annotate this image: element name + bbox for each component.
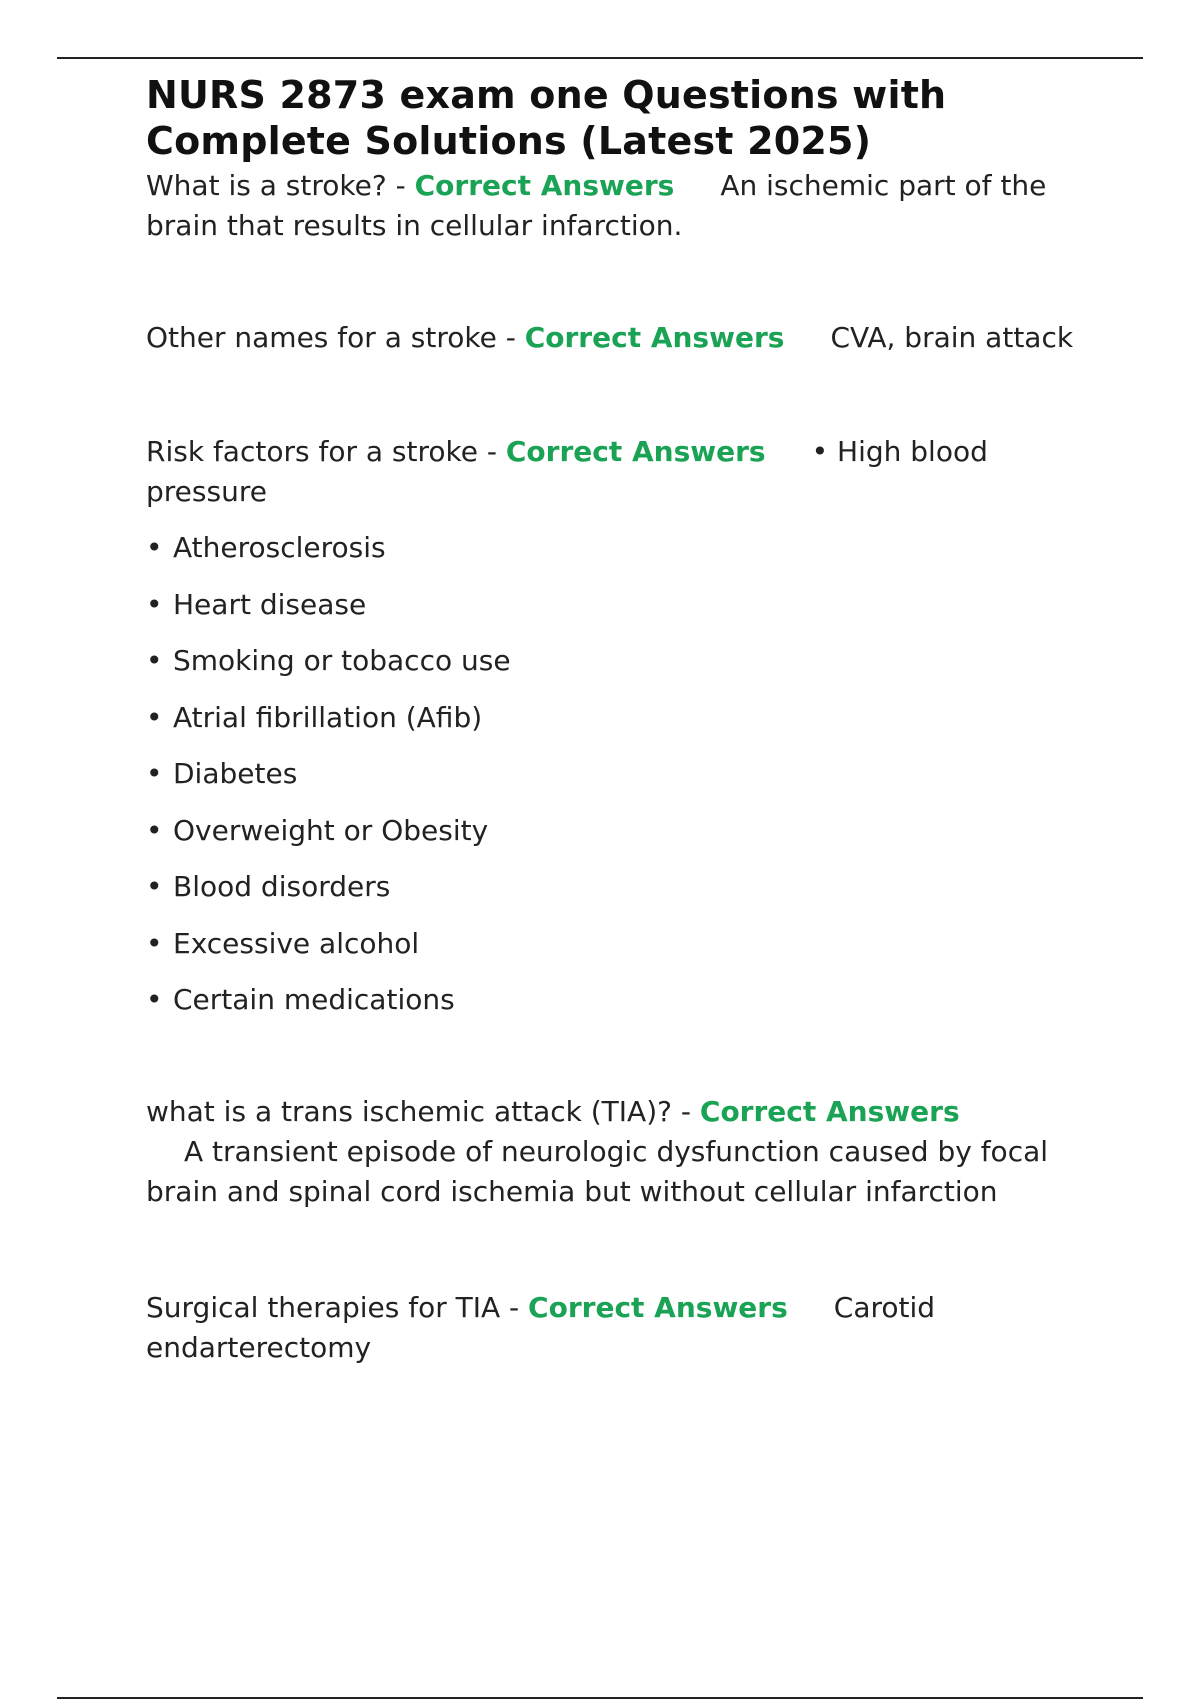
risk-factor-list xyxy=(146,528,1086,1020)
qa-item-stroke-definition xyxy=(146,166,1086,246)
question-text: Risk factors for a stroke - xyxy=(146,435,506,468)
document-body xyxy=(146,72,1086,1368)
list-item: • Atherosclerosis xyxy=(146,528,1086,568)
list-item: • Diabetes xyxy=(146,754,1086,794)
bullet-icon: • xyxy=(146,926,163,960)
page-title: NURS 2873 exam one Questions with Complete Solutions (Latest 2025) xyxy=(146,73,947,163)
question-text: Other names for a stroke - xyxy=(146,321,525,354)
answer-text: An ischemic part of the brain that results in cellular infarction. xyxy=(146,169,1047,242)
list-item: • Excessive alcohol xyxy=(146,924,1086,964)
bullet-icon: • xyxy=(146,757,163,790)
answer-text: • High blood pressure xyxy=(146,435,988,508)
bullet-icon: • xyxy=(146,531,163,564)
bullet-icon: • xyxy=(146,870,163,903)
question-text: Surgical therapies for TIA - xyxy=(146,1291,529,1324)
correct-answers-label: Correct Answers xyxy=(414,169,675,202)
answer-text: CVA, brain attack xyxy=(830,321,1074,354)
list-item: • Smoking or tobacco use xyxy=(146,641,1086,681)
bullet-icon: • xyxy=(146,587,163,621)
answer-text: Carotid endarterectomy xyxy=(146,1291,936,1364)
question-text: What is a stroke? - xyxy=(146,169,415,202)
correct-answers-label: Correct Answers xyxy=(524,321,785,354)
bullet-icon: • xyxy=(146,983,163,1016)
bottom-rule xyxy=(57,1697,1143,1699)
list-item: • Heart disease xyxy=(146,585,1086,625)
bullet-icon: • xyxy=(146,700,163,734)
qa-item-tia-definition xyxy=(146,1092,1086,1212)
list-item: • Blood disorders xyxy=(146,867,1086,907)
correct-answers-label: Correct Answers xyxy=(505,435,766,468)
qa-item-risk-factors xyxy=(146,432,1086,512)
question-text: what is a trans ischemic attack (TIA)? - xyxy=(146,1095,700,1128)
qa-item-tia-surgery xyxy=(146,1288,1086,1368)
qa-item-stroke-names xyxy=(146,318,1086,358)
list-item: • Atrial fibrillation (Afib) xyxy=(146,698,1086,738)
bullet-icon: • xyxy=(146,813,163,847)
top-rule xyxy=(57,57,1143,59)
bullet-icon: • xyxy=(146,644,163,677)
correct-answers-label: Correct Answers xyxy=(699,1095,960,1128)
list-item: • Certain medications xyxy=(146,980,1086,1020)
answer-text: A transient episode of neurologic dysfunction caused by focal brain and spinal cord ischemia but without cellular infarction xyxy=(146,1135,1049,1208)
correct-answers-label: Correct Answers xyxy=(528,1291,788,1324)
list-item: • Overweight or Obesity xyxy=(146,811,1086,851)
